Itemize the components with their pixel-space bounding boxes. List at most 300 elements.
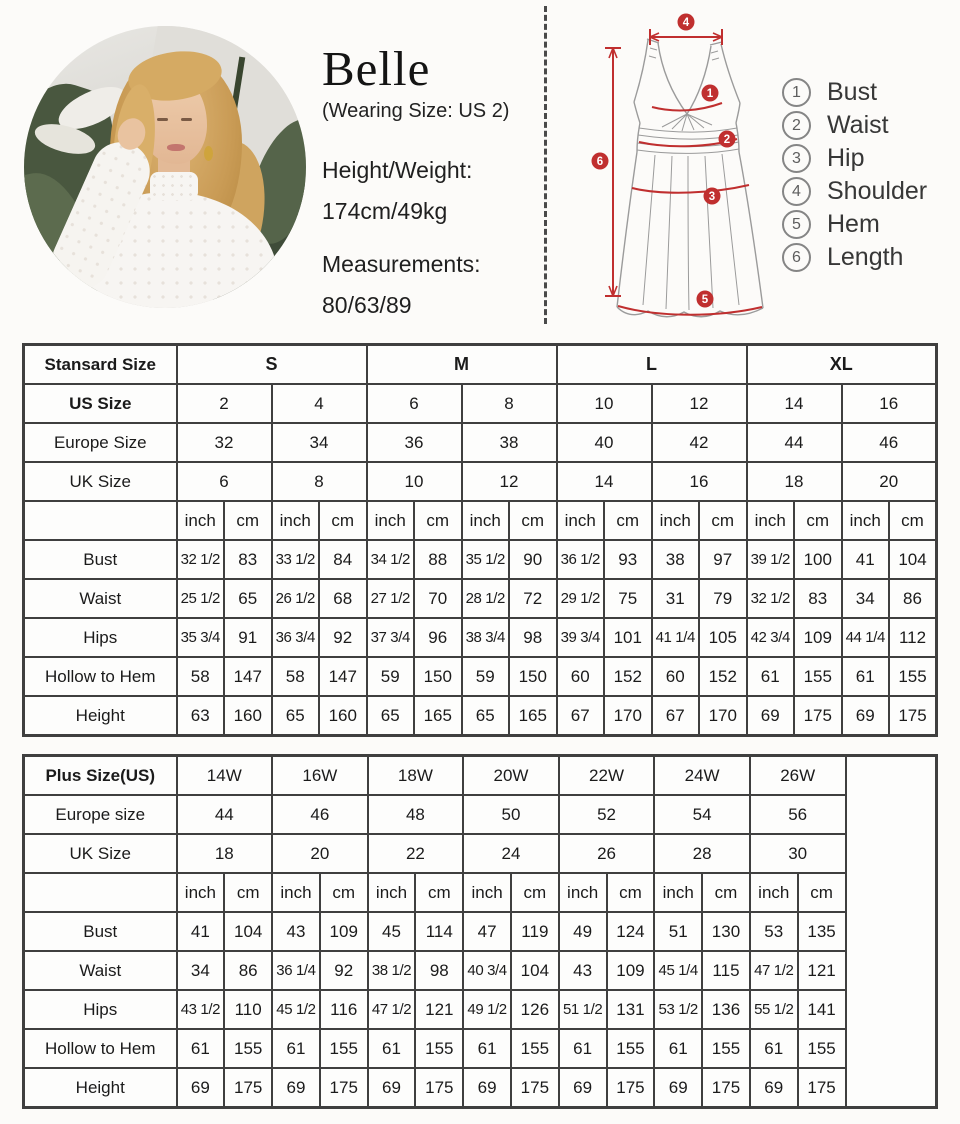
- table-row: [24, 912, 937, 951]
- size-cell: 126: [511, 990, 559, 1029]
- size-cell: 61: [177, 1029, 225, 1068]
- size-cell: 61: [654, 1029, 702, 1068]
- size-cell: 36 1/4: [272, 951, 320, 990]
- size-cell: cm: [702, 873, 750, 912]
- size-cell: 65: [224, 579, 272, 618]
- size-cell: M: [367, 345, 557, 385]
- size-cell: 54: [654, 795, 750, 834]
- length-marker: 6: [596, 156, 604, 168]
- hem-marker: 5: [701, 294, 709, 306]
- size-cell: 41 1/4: [652, 618, 700, 657]
- row-label: [24, 873, 177, 912]
- size-cell: 86: [889, 579, 937, 618]
- size-cell: inch: [652, 501, 700, 540]
- size-cell: 79: [699, 579, 747, 618]
- model-photo: [24, 26, 306, 308]
- size-cell: S: [177, 345, 367, 385]
- height-weight-value: 174cm/49kg: [322, 197, 448, 224]
- size-cell: 39 1/2: [747, 540, 795, 579]
- size-cell: 61: [272, 1029, 320, 1068]
- size-cell: 53: [750, 912, 798, 951]
- size-cell: inch: [842, 501, 890, 540]
- size-cell: cm: [794, 501, 842, 540]
- size-cell: 69: [463, 1068, 511, 1108]
- size-cell: 18: [177, 834, 273, 873]
- size-cell: 16: [652, 462, 747, 501]
- size-cell: 16: [842, 384, 937, 423]
- row-label: Hollow to Hem: [24, 1029, 177, 1068]
- size-cell: 28: [654, 834, 750, 873]
- size-cell: 20W: [463, 756, 559, 796]
- size-cell: inch: [747, 501, 795, 540]
- photo-model-earring: [204, 146, 213, 161]
- size-cell: 147: [224, 657, 272, 696]
- size-cell: 100: [794, 540, 842, 579]
- size-cell: 33 1/2: [272, 540, 320, 579]
- size-cell: 92: [319, 618, 367, 657]
- size-cell: 39 3/4: [557, 618, 605, 657]
- size-cell: 104: [511, 951, 559, 990]
- size-cell: 34: [177, 951, 225, 990]
- size-cell: 155: [794, 657, 842, 696]
- wearing-size: (Wearing Size: US 2): [322, 99, 510, 122]
- size-cell: 69: [559, 1068, 607, 1108]
- legend-label: Waist: [827, 111, 889, 139]
- size-cell: 65: [367, 696, 415, 736]
- size-cell: 10: [367, 462, 462, 501]
- size-cell: 155: [702, 1029, 750, 1068]
- size-cell: 31: [652, 579, 700, 618]
- legend-number-icon: 6: [782, 243, 811, 272]
- size-cell: 12: [462, 462, 557, 501]
- size-cell: 170: [699, 696, 747, 736]
- size-cell: 2: [177, 384, 272, 423]
- size-cell: 42: [652, 423, 747, 462]
- table-row: [24, 1029, 937, 1068]
- row-label: Hips: [24, 990, 177, 1029]
- size-cell: 165: [414, 696, 462, 736]
- row-label: Europe Size: [24, 423, 177, 462]
- size-cell: 36: [367, 423, 462, 462]
- size-cell: 35 1/2: [462, 540, 510, 579]
- size-cell: 43 1/2: [177, 990, 225, 1029]
- size-cell: 34 1/2: [367, 540, 415, 579]
- standard-size-table: [22, 343, 938, 737]
- size-cell: 96: [414, 618, 462, 657]
- table-row: [24, 657, 937, 696]
- size-cell: 44: [177, 795, 273, 834]
- size-cell: 130: [702, 912, 750, 951]
- size-cell: 24: [463, 834, 559, 873]
- size-cell: 160: [319, 696, 367, 736]
- size-cell: 65: [462, 696, 510, 736]
- size-cell: 37 3/4: [367, 618, 415, 657]
- size-cell: 47 1/2: [368, 990, 416, 1029]
- size-cell: 124: [607, 912, 655, 951]
- legend-item: [782, 175, 927, 208]
- row-label: [24, 501, 177, 540]
- size-cell: 70: [414, 579, 462, 618]
- size-cell: 155: [224, 1029, 272, 1068]
- size-cell: 35 3/4: [177, 618, 225, 657]
- size-cell: 93: [604, 540, 652, 579]
- size-cell: 60: [557, 657, 605, 696]
- row-label: US Size: [24, 384, 177, 423]
- legend-label: Shoulder: [827, 177, 928, 205]
- row-label: Height: [24, 696, 177, 736]
- size-cell: 98: [509, 618, 557, 657]
- size-cell: 44: [747, 423, 842, 462]
- waist-marker: 2: [723, 134, 731, 146]
- size-cell: 109: [320, 912, 368, 951]
- size-cell: 44 1/4: [842, 618, 890, 657]
- size-cell: 45: [368, 912, 416, 951]
- size-cell: 26: [559, 834, 655, 873]
- size-cell: inch: [463, 873, 511, 912]
- height-weight-label: Height/Weight:: [322, 156, 473, 183]
- size-cell: 72: [509, 579, 557, 618]
- size-cell: 165: [509, 696, 557, 736]
- size-cell: 104: [889, 540, 937, 579]
- size-cell: 69: [368, 1068, 416, 1108]
- table-row: [24, 384, 937, 423]
- size-cell: 14: [747, 384, 842, 423]
- size-cell: inch: [368, 873, 416, 912]
- size-cell: 104: [224, 912, 272, 951]
- size-cell: 110: [224, 990, 272, 1029]
- size-cell: 43: [559, 951, 607, 990]
- size-cell: 175: [889, 696, 937, 736]
- table-row: [24, 618, 937, 657]
- size-cell: 175: [415, 1068, 463, 1108]
- size-cell: 61: [842, 657, 890, 696]
- legend-item: [782, 208, 927, 241]
- size-cell: 26W: [750, 756, 846, 796]
- size-cell: 22: [368, 834, 464, 873]
- size-cell: 155: [415, 1029, 463, 1068]
- size-cell: 38 3/4: [462, 618, 510, 657]
- legend-number-icon: 2: [782, 111, 811, 140]
- size-cell: 69: [177, 1068, 225, 1108]
- size-cell: 24W: [654, 756, 750, 796]
- size-cell: inch: [177, 873, 225, 912]
- size-cell: 112: [889, 618, 937, 657]
- size-cell: 45 1/2: [272, 990, 320, 1029]
- size-cell: 119: [511, 912, 559, 951]
- size-cell: cm: [511, 873, 559, 912]
- table-row: [24, 1068, 937, 1108]
- empty-cell: [846, 756, 937, 1108]
- size-cell: 38: [652, 540, 700, 579]
- size-cell: 109: [607, 951, 655, 990]
- row-label: Stansard Size: [24, 345, 177, 385]
- dress-measurement-diagram: [560, 0, 775, 330]
- size-cell: 175: [798, 1068, 846, 1108]
- hip-marker: 3: [708, 191, 716, 203]
- row-label: UK Size: [24, 834, 177, 873]
- size-cell: 175: [511, 1068, 559, 1108]
- size-cell: 109: [794, 618, 842, 657]
- size-cell: 92: [320, 951, 368, 990]
- size-cell: 34: [842, 579, 890, 618]
- size-cell: 91: [224, 618, 272, 657]
- size-cell: 46: [842, 423, 937, 462]
- size-cell: 86: [224, 951, 272, 990]
- size-cell: cm: [320, 873, 368, 912]
- size-cell: 6: [177, 462, 272, 501]
- size-cell: 68: [319, 579, 367, 618]
- size-cell: 59: [462, 657, 510, 696]
- model-name: Belle: [322, 41, 431, 96]
- size-cell: 105: [699, 618, 747, 657]
- size-cell: 14W: [177, 756, 273, 796]
- size-cell: 90: [509, 540, 557, 579]
- size-cell: 170: [604, 696, 652, 736]
- size-cell: 32 1/2: [177, 540, 225, 579]
- plus-size-table: [22, 754, 938, 1109]
- size-cell: 28 1/2: [462, 579, 510, 618]
- size-cell: 22W: [559, 756, 655, 796]
- size-cell: 155: [607, 1029, 655, 1068]
- size-cell: 18: [747, 462, 842, 501]
- size-cell: 155: [511, 1029, 559, 1068]
- photo-model-eye: [157, 118, 168, 121]
- size-cell: 8: [462, 384, 557, 423]
- size-cell: inch: [654, 873, 702, 912]
- size-cell: 175: [224, 1068, 272, 1108]
- size-cell: 155: [798, 1029, 846, 1068]
- measurement-lines: [605, 29, 762, 315]
- size-cell: 67: [652, 696, 700, 736]
- size-cell: inch: [272, 873, 320, 912]
- size-cell: 36 3/4: [272, 618, 320, 657]
- size-cell: 147: [319, 657, 367, 696]
- size-cell: 40: [557, 423, 652, 462]
- photo-lace-collar: [150, 172, 198, 200]
- size-cell: cm: [699, 501, 747, 540]
- size-cell: 121: [415, 990, 463, 1029]
- size-cell: 115: [702, 951, 750, 990]
- size-cell: 83: [794, 579, 842, 618]
- table-row: [24, 756, 937, 796]
- row-label: Height: [24, 1068, 177, 1108]
- size-cell: 20: [272, 834, 368, 873]
- size-cell: 43: [272, 912, 320, 951]
- size-cell: 56: [750, 795, 846, 834]
- size-cell: cm: [509, 501, 557, 540]
- table-row: [24, 423, 937, 462]
- size-cell: 155: [320, 1029, 368, 1068]
- size-cell: cm: [604, 501, 652, 540]
- table-row: [24, 834, 937, 873]
- size-cell: 41: [842, 540, 890, 579]
- size-cell: 32 1/2: [747, 579, 795, 618]
- size-cell: 8: [272, 462, 367, 501]
- size-cell: 55 1/2: [750, 990, 798, 1029]
- size-cell: 136: [702, 990, 750, 1029]
- size-cell: 69: [842, 696, 890, 736]
- size-cell: 32: [177, 423, 272, 462]
- legend-number-icon: 5: [782, 210, 811, 239]
- size-cell: 175: [607, 1068, 655, 1108]
- legend-item: [782, 241, 927, 274]
- size-cell: 61: [463, 1029, 511, 1068]
- size-cell: inch: [367, 501, 415, 540]
- size-cell: 25 1/2: [177, 579, 225, 618]
- dashed-divider: [544, 6, 547, 324]
- size-cell: 58: [272, 657, 320, 696]
- size-cell: 155: [889, 657, 937, 696]
- size-cell: 61: [747, 657, 795, 696]
- size-cell: 41: [177, 912, 225, 951]
- size-cell: 40 3/4: [463, 951, 511, 990]
- measurements-label: Measurements:: [322, 250, 481, 277]
- size-cell: inch: [462, 501, 510, 540]
- legend-label: Bust: [827, 78, 878, 106]
- size-cell: 46: [272, 795, 368, 834]
- size-cell: 152: [604, 657, 652, 696]
- size-cell: 61: [368, 1029, 416, 1068]
- table-row: [24, 540, 937, 579]
- row-label: Waist: [24, 579, 177, 618]
- size-cell: 97: [699, 540, 747, 579]
- size-cell: 10: [557, 384, 652, 423]
- dress-diagram: [560, 0, 775, 335]
- table-row: [24, 696, 937, 736]
- size-cell: cm: [319, 501, 367, 540]
- legend-label: Hip: [827, 144, 865, 172]
- size-cell: 26 1/2: [272, 579, 320, 618]
- size-cell: 47: [463, 912, 511, 951]
- size-cell: 58: [177, 657, 225, 696]
- size-cell: 18W: [368, 756, 464, 796]
- size-cell: 116: [320, 990, 368, 1029]
- row-label: Europe size: [24, 795, 177, 834]
- legend-item: [782, 76, 927, 109]
- size-cell: 50: [463, 795, 559, 834]
- row-label: UK Size: [24, 462, 177, 501]
- size-cell: 101: [604, 618, 652, 657]
- legend-item: [782, 109, 927, 142]
- legend-number-icon: 4: [782, 177, 811, 206]
- row-label: Hips: [24, 618, 177, 657]
- legend-item: [782, 142, 927, 175]
- size-cell: 16W: [272, 756, 368, 796]
- table-row: [24, 990, 937, 1029]
- size-cell: 69: [654, 1068, 702, 1108]
- size-cell: cm: [415, 873, 463, 912]
- size-cell: 69: [272, 1068, 320, 1108]
- size-cell: 34: [272, 423, 367, 462]
- size-cell: cm: [224, 873, 272, 912]
- measurement-legend: [782, 76, 927, 274]
- size-cell: inch: [750, 873, 798, 912]
- size-cell: 38 1/2: [368, 951, 416, 990]
- legend-number-icon: 3: [782, 144, 811, 173]
- size-cell: 52: [559, 795, 655, 834]
- size-cell: cm: [889, 501, 937, 540]
- size-cell: 6: [367, 384, 462, 423]
- size-cell: 65: [272, 696, 320, 736]
- shoulder-marker: 4: [682, 17, 690, 29]
- size-cell: 175: [320, 1068, 368, 1108]
- size-cell: 83: [224, 540, 272, 579]
- row-label: Hollow to Hem: [24, 657, 177, 696]
- measurements-value: 80/63/89: [322, 291, 412, 318]
- size-cell: 175: [702, 1068, 750, 1108]
- table-row: [24, 345, 937, 385]
- table-row: [24, 951, 937, 990]
- size-cell: 29 1/2: [557, 579, 605, 618]
- size-cell: 14: [557, 462, 652, 501]
- size-cell: inch: [272, 501, 320, 540]
- size-cell: 47 1/2: [750, 951, 798, 990]
- size-cell: 27 1/2: [367, 579, 415, 618]
- size-cell: 69: [747, 696, 795, 736]
- size-cell: 61: [559, 1029, 607, 1068]
- size-cell: inch: [177, 501, 225, 540]
- legend-number-icon: 1: [782, 78, 811, 107]
- size-cell: 38: [462, 423, 557, 462]
- table-row: [24, 795, 937, 834]
- size-cell: 42 3/4: [747, 618, 795, 657]
- size-cell: 61: [750, 1029, 798, 1068]
- size-cell: 160: [224, 696, 272, 736]
- row-label: Bust: [24, 540, 177, 579]
- size-cell: 88: [414, 540, 462, 579]
- size-cell: 51: [654, 912, 702, 951]
- size-cell: 12: [652, 384, 747, 423]
- size-cell: 4: [272, 384, 367, 423]
- model-info: [322, 42, 537, 319]
- size-cell: cm: [607, 873, 655, 912]
- size-cell: cm: [798, 873, 846, 912]
- size-cell: 84: [319, 540, 367, 579]
- bust-marker: 1: [706, 88, 714, 100]
- size-cell: 131: [607, 990, 655, 1029]
- size-cell: 67: [557, 696, 605, 736]
- legend-label: Hem: [827, 210, 880, 238]
- size-cell: 150: [509, 657, 557, 696]
- row-label: Bust: [24, 912, 177, 951]
- size-cell: cm: [414, 501, 462, 540]
- size-cell: 150: [414, 657, 462, 696]
- size-cell: 175: [794, 696, 842, 736]
- size-cell: 36 1/2: [557, 540, 605, 579]
- size-cell: 20: [842, 462, 937, 501]
- size-cell: 48: [368, 795, 464, 834]
- size-cell: 49 1/2: [463, 990, 511, 1029]
- legend-label: Length: [827, 243, 904, 271]
- table-row: [24, 501, 937, 540]
- size-cell: 49: [559, 912, 607, 951]
- size-cell: 152: [699, 657, 747, 696]
- row-label: Waist: [24, 951, 177, 990]
- table-row: [24, 462, 937, 501]
- size-cell: 121: [798, 951, 846, 990]
- size-cell: inch: [559, 873, 607, 912]
- size-cell: 75: [604, 579, 652, 618]
- photo-model-eye: [181, 118, 192, 121]
- size-cell: cm: [224, 501, 272, 540]
- size-cell: 114: [415, 912, 463, 951]
- size-cell: 59: [367, 657, 415, 696]
- size-cell: XL: [747, 345, 937, 385]
- table-row: [24, 579, 937, 618]
- size-cell: 45 1/4: [654, 951, 702, 990]
- size-cell: 60: [652, 657, 700, 696]
- size-cell: 135: [798, 912, 846, 951]
